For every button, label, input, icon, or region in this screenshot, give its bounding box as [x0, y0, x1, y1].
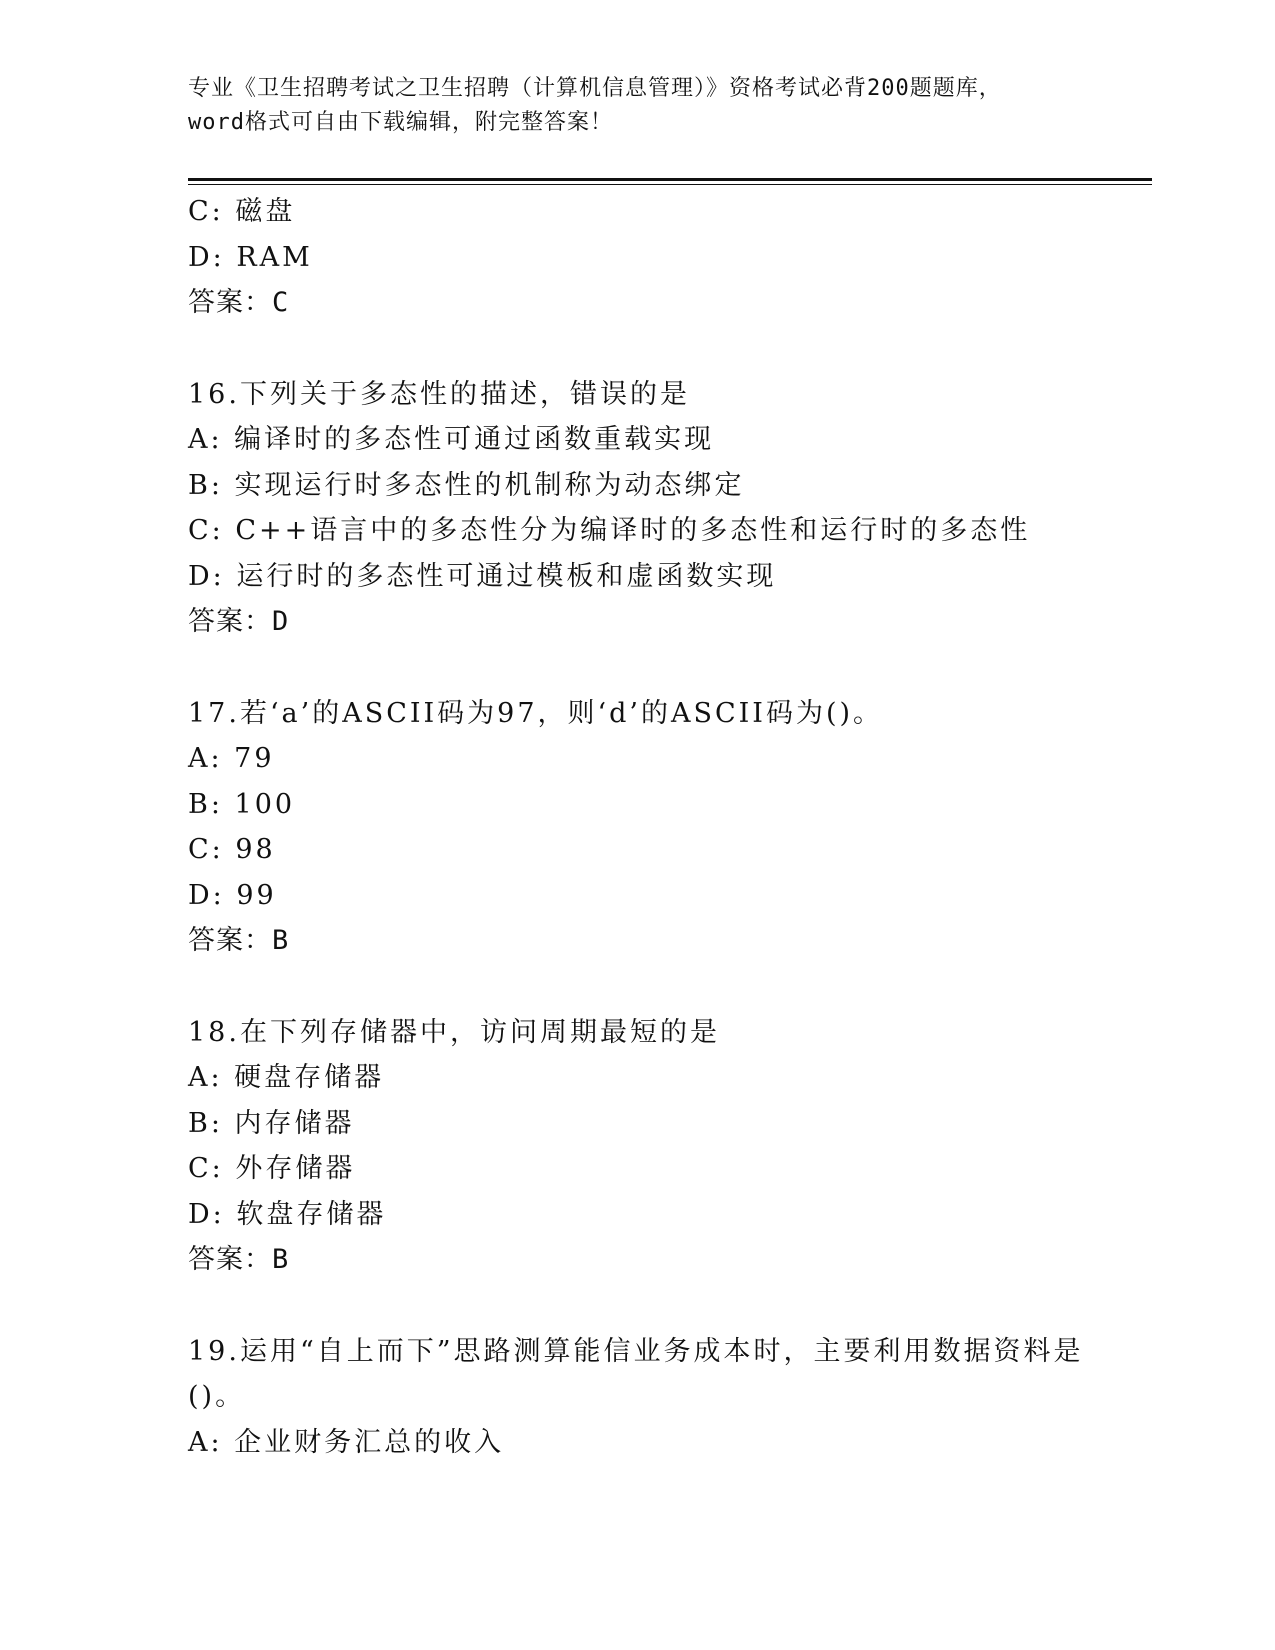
option-d: D: RAM	[188, 241, 313, 273]
answer-line: 答案：B	[188, 925, 290, 956]
option-a: A: 企业财务汇总的收入	[188, 1426, 505, 1458]
option-d: D: 运行时的多态性可通过模板和虚函数实现	[188, 560, 777, 592]
header-line-1: 专业《卫生招聘考试之卫生招聘（计算机信息管理）》资格考试必背200题题库，	[188, 76, 1002, 101]
answer-line: 答案：C	[188, 287, 290, 318]
option-a: A: 编译时的多态性可通过函数重载实现	[188, 424, 715, 455]
question-17	[188, 691, 1088, 964]
question-text: 19.运用“自上而下”思路测算能信业务成本时，主要利用数据资料是	[188, 1335, 1084, 1367]
answer-line: 答案：B	[188, 1244, 290, 1275]
option-c: C: 外存储器	[188, 1153, 356, 1184]
header-divider-thick	[188, 178, 1152, 181]
option-d: D: 99	[188, 879, 277, 911]
question-list	[188, 189, 1088, 1465]
option-b: B: 100	[188, 788, 296, 820]
answer-line: 答案：D	[188, 606, 290, 637]
question-19	[188, 1329, 1088, 1466]
option-a: A: 硬盘存储器	[188, 1062, 385, 1093]
option-c: C: C++语言中的多态性分为编译时的多态性和运行时的多态性	[188, 515, 1031, 546]
header-divider-thin	[188, 184, 1152, 185]
option-b: B: 实现运行时多态性的机制称为动态绑定	[188, 469, 745, 501]
option-d: D: 软盘存储器	[188, 1198, 387, 1230]
question-text-continued: ()。	[188, 1381, 246, 1412]
question-15-continued	[188, 189, 1088, 326]
question-text: 18.在下列存储器中，访问周期最短的是	[188, 1016, 720, 1048]
option-c: C: 98	[188, 834, 276, 865]
option-a: A: 79	[188, 743, 275, 774]
header-line-2: word格式可自由下载编辑，附完整答案！	[188, 110, 613, 135]
question-text: 16.下列关于多态性的描述，错误的是	[188, 378, 690, 410]
question-18	[188, 1010, 1088, 1283]
question-16	[188, 372, 1088, 645]
option-b: B: 内存储器	[188, 1107, 355, 1139]
option-c: C: 磁盘	[188, 196, 296, 227]
document-header	[188, 72, 1088, 140]
question-text: 17.若‘a’的ASCII码为97，则‘d’的ASCII码为()。	[188, 697, 884, 729]
